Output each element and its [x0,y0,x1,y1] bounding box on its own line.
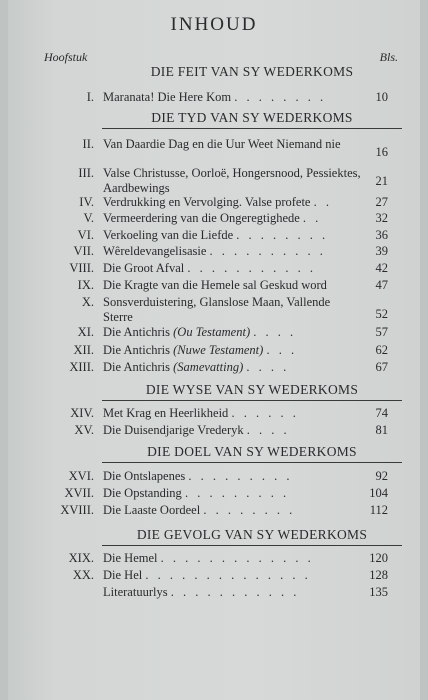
column-header-chapter: Hoofstuk [44,50,88,64]
section-heading-wyse: DIE WYSE VAN SY WEDERKOMS [102,382,402,401]
section-heading-feit: DIE FEIT VAN SY WEDERKOMS [150,64,354,79]
section-heading-doel: DIE DOEL VAN SY WEDERKOMS [102,444,402,463]
column-header-page: Bls. [379,50,398,64]
section-heading-gevolg: DIE GEVOLG VAN SY WEDERKOMS [102,527,402,546]
section-heading-tyd: DIE TYD VAN SY WEDERKOMS [102,110,402,129]
page-title: INHOUD [170,14,258,35]
